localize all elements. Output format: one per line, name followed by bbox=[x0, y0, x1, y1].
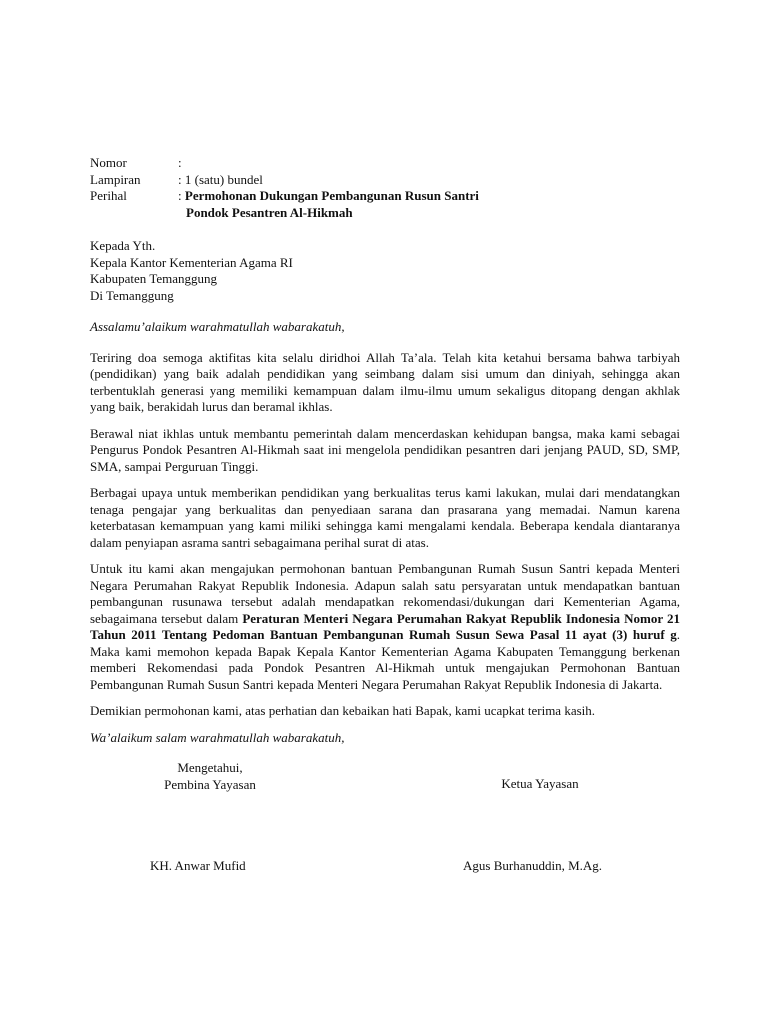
paragraph-5: Demikian permohonan kami, atas perhatian dan kebaikan hati Bapak, kami ucapkat terima kasih. bbox=[90, 703, 596, 718]
signature-right-title-block bbox=[470, 776, 610, 793]
signature-right-name: Agus Burhanuddin, M.Ag. bbox=[463, 858, 603, 873]
lampiran-row bbox=[90, 172, 680, 189]
perihal-row-2 bbox=[90, 205, 680, 222]
mengetahui-label: Mengetahui, bbox=[177, 760, 243, 775]
pembina-title: Pembina Yayasan bbox=[164, 776, 256, 792]
recipient-line-1: Kepada Yth. bbox=[90, 238, 156, 253]
regulation-reference: Peraturan Menteri Negara Perumahan Rakyat Republik Indonesia Nomor 21 Tahun 2011 Tentang Pedoman Bantuan Pembangunan Rumah Susun Sewa Pasal 11 ayat (3) huruf g bbox=[90, 610, 680, 642]
paragraph-1: Teriring doa semoga aktifitas kita selalu diridhoi Allah Ta’ala. Telah kita ketahui bersama bahwa tarbiyah (pendidikan) yang baik adalah pendidikan yang seimbang dalam sisi umum dan diniyah, sehingga akan terbentuklah generasi yang memiliki kemampuan dalam ilmu-ilmu umum sekaligus ditopang dengan akhlak yang baik, berakidah lurus dan beramal ikhlas. bbox=[90, 349, 680, 414]
perihal-line2: Pondok Pesantren Al-Hikmah bbox=[186, 204, 353, 220]
paragraph-4-part-1: Untuk itu kami akan mengajukan permohonan bantuan Pembangunan Rumah Susun Santri kepada Menteri Negara Perumahan Rakyat Republik Indonesia. Adapun salah satu persyaratan untuk mendapatkan bantuan pembangunan rusunawa tersebut adalah mendapatkan rekomendasi/dukungan dari Kementerian Agama, sebagaimana tersebut dalam bbox=[90, 561, 680, 626]
perihal-line1: Permohonan Dukungan Pembangunan Rusun Santri bbox=[184, 188, 479, 203]
ketua-title: Ketua Yayasan bbox=[501, 776, 579, 791]
perihal-value bbox=[178, 188, 680, 205]
perihal-label: Perihal bbox=[90, 188, 127, 203]
recipient-line-4: Di Temanggung bbox=[90, 287, 174, 303]
paragraph-2: Berawal niat ikhlas untuk membantu pemerintah dalam mencerdaskan kehidupan bangsa, maka kami sebagai Pengurus Pondok Pesantren Al-Hikmah saat ini mengelola pendidikan pesantren dari jenjang PAUD, SD, SMP, SMA, sampai Perguruan Tinggi. bbox=[90, 425, 680, 474]
recipient-line-2: Kepala Kantor Kementerian Agama RI bbox=[90, 254, 293, 270]
closing-greeting: Wa’alaikum salam warahmatullah wabarakatuh, bbox=[90, 729, 345, 745]
paragraph-4-part-2: . Maka kami memohon kepada Bapak Kepala Kantor Kementerian Agama Kabupaten Temanggung berkenan memberi Rekomendasi pada Pondok Pesantren Al-Hikmah untuk mengajukan Permohonan Bantuan Pembangunan Rumah Susun Santri kepada Menteri Negara Perumahan Rakyat Republik Indonesia di Jakarta. bbox=[90, 627, 680, 692]
recipient-block bbox=[90, 238, 680, 304]
perihal-row bbox=[90, 188, 680, 205]
perihal-colon: : bbox=[178, 188, 185, 203]
paragraph-3: Berbagai upaya untuk memberikan pendidikan yang berkualitas terus kami lakukan, mulai dari mendatangkan tenaga pengajar yang berkualitas dan penyediaan sarana dan prasarana yang memadai. Namun karena keterbatasan kemampuan yang kami miliki sehingga kami mengalami kendala. Beberapa kendala diantaranya dalam penyiapan asrama santri sebagaimana perihal surat di atas. bbox=[90, 485, 680, 550]
signature-left-name: KH. Anwar Mufid bbox=[150, 858, 246, 873]
nomor-row bbox=[90, 155, 680, 172]
paragraph-4 bbox=[90, 561, 680, 693]
lampiran-label: Lampiran bbox=[90, 171, 141, 187]
nomor-label: Nomor bbox=[90, 155, 127, 170]
recipient-line-3: Kabupaten Temanggung bbox=[90, 271, 218, 286]
signature-left-title-block bbox=[150, 760, 270, 793]
salutation: Assalamu’alaikum warahmatullah wabarakatuh, bbox=[90, 319, 345, 334]
letter-body bbox=[90, 155, 680, 746]
lampiran-value: : 1 (satu) bundel bbox=[178, 171, 263, 187]
nomor-value: : bbox=[178, 155, 182, 170]
